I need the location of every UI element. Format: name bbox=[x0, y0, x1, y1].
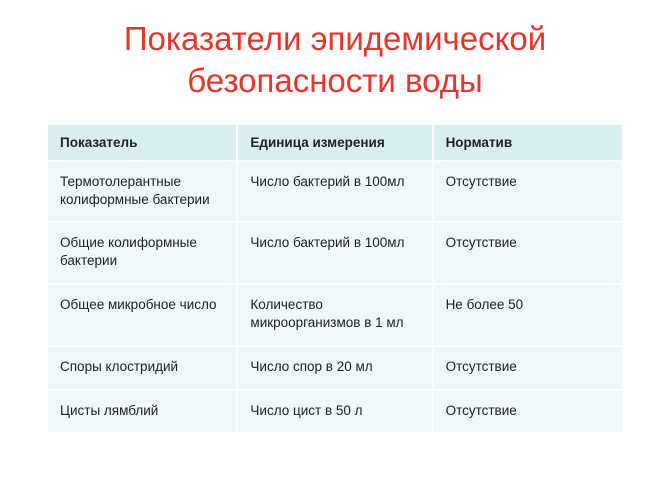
cell-indicator: Цисты лямблий bbox=[48, 390, 237, 433]
cell-norm: Отсутствие bbox=[433, 346, 622, 390]
column-header-norm: Норматив bbox=[433, 124, 622, 161]
table-row bbox=[48, 222, 622, 284]
table-row bbox=[48, 390, 622, 433]
indicators-table-wrapper bbox=[48, 124, 622, 433]
table-body bbox=[48, 161, 622, 433]
page-title-line-1: Показатели эпидемической bbox=[123, 20, 547, 57]
cell-indicator: Термотолерантные колиформные бактерии bbox=[48, 161, 237, 223]
cell-norm: Отсутствие bbox=[433, 222, 622, 284]
cell-unit: Количество микроорганизмов в 1 мл bbox=[237, 284, 432, 346]
cell-norm: Отсутствие bbox=[433, 161, 622, 223]
cell-indicator: Споры клостридий bbox=[48, 346, 237, 390]
cell-indicator: Общее микробное число bbox=[48, 284, 237, 346]
table-row bbox=[48, 284, 622, 346]
table-row bbox=[48, 161, 622, 223]
cell-norm: Не более 50 bbox=[433, 284, 622, 346]
table-header-row bbox=[48, 124, 622, 161]
page-title bbox=[0, 0, 670, 102]
cell-indicator: Общие колиформные бактерии bbox=[48, 222, 237, 284]
cell-unit: Число цист в 50 л bbox=[237, 390, 432, 433]
column-header-unit: Единица измерения bbox=[237, 124, 432, 161]
page-title-line-2: безопасности воды bbox=[187, 61, 483, 99]
cell-unit: Число бактерий в 100мл bbox=[237, 161, 432, 223]
cell-norm: Отсутствие bbox=[433, 390, 622, 433]
cell-unit: Число спор в 20 мл bbox=[237, 346, 432, 390]
cell-unit: Число бактерий в 100мл bbox=[237, 222, 432, 284]
table-row bbox=[48, 346, 622, 390]
column-header-indicator: Показатель bbox=[48, 124, 237, 161]
table-header bbox=[48, 124, 622, 161]
indicators-table bbox=[48, 124, 622, 433]
